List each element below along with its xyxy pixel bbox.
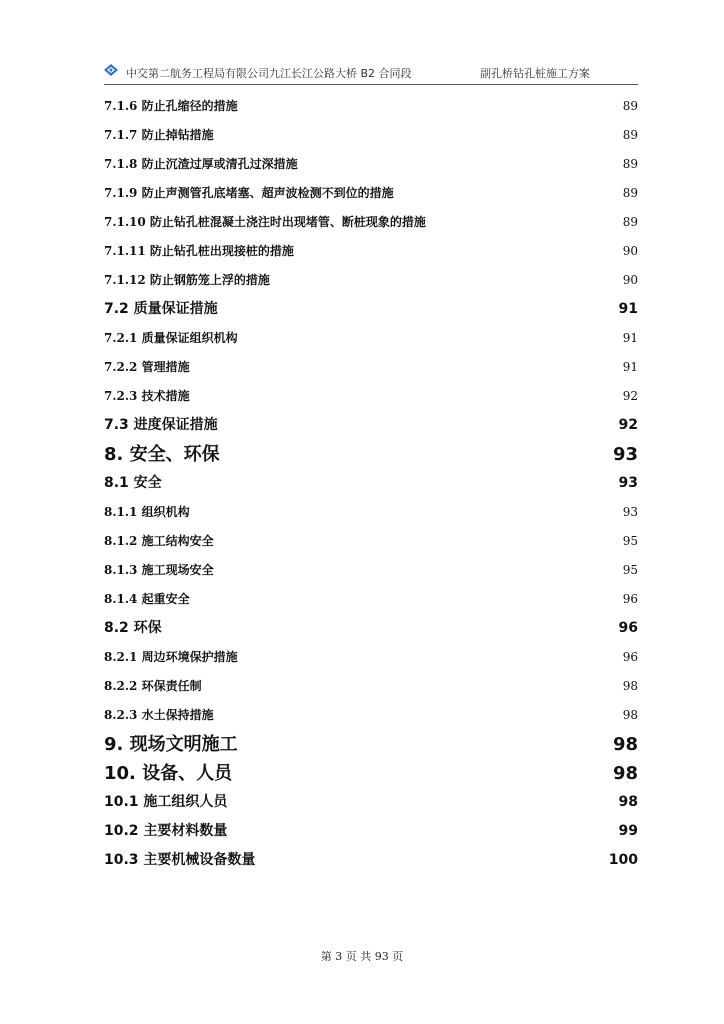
toc-entry[interactable] [104, 411, 638, 440]
toc-entry[interactable] [104, 150, 638, 179]
toc-entry-title: 7.2.3 技术措施 [104, 389, 190, 403]
toc-entry-title: 7.2.2 管理措施 [104, 360, 190, 374]
toc-entry[interactable] [104, 759, 638, 788]
toc-entry-page: 96 [622, 650, 638, 664]
toc-entry[interactable] [104, 121, 638, 150]
toc-entry-title: 10.2 主要材料数量 [104, 823, 228, 839]
toc-entry[interactable] [104, 701, 638, 730]
toc-entry[interactable] [104, 730, 638, 759]
toc-entry-page: 95 [622, 563, 638, 577]
toc-entry-title: 7.1.11 防止钻孔桩出现接桩的措施 [104, 244, 294, 258]
toc-entry[interactable] [104, 440, 638, 469]
toc-entry-page: 98 [612, 734, 638, 755]
toc-entry-title: 7.1.12 防止钢筋笼上浮的措施 [104, 273, 270, 287]
toc-entry[interactable] [104, 788, 638, 817]
toc-entry[interactable] [104, 324, 638, 353]
toc-entry[interactable] [104, 92, 638, 121]
toc-entry-title: 10.1 施工组织人员 [104, 794, 228, 810]
toc-entry-page: 98 [622, 679, 638, 693]
page-header [104, 62, 638, 85]
toc-entry-page: 98 [612, 763, 638, 784]
toc-entry-title: 8.1.3 施工现场安全 [104, 563, 214, 577]
toc-entry-title: 7.1.10 防止钻孔桩混凝土浇注时出现堵管、断桩现象的措施 [104, 215, 426, 229]
toc-entry-page: 93 [618, 475, 638, 491]
toc-entry-title: 8.1.2 施工结构安全 [104, 534, 214, 548]
toc-entry[interactable] [104, 208, 638, 237]
toc-entry-title: 10. 设备、人员 [104, 763, 233, 784]
toc-entry[interactable] [104, 817, 638, 846]
toc-entry-title: 7.2 质量保证措施 [104, 301, 218, 317]
toc-entry-title: 7.1.8 防止沉渣过厚或清孔过深措施 [104, 157, 298, 171]
toc-entry-title: 7.1.7 防止掉钻措施 [104, 128, 214, 142]
toc-entry-title: 7.1.9 防止声测管孔底堵塞、超声波检测不到位的措施 [104, 186, 394, 200]
page-footer: 第 3 页 共 93 页 [320, 950, 404, 963]
toc-entry-title: 8.2.1 周边环境保护措施 [104, 650, 238, 664]
toc-entry-page: 96 [622, 592, 638, 606]
toc-entry-title: 7.3 进度保证措施 [104, 417, 218, 433]
toc-entry[interactable] [104, 643, 638, 672]
toc-entry-title: 8.1 安全 [104, 475, 162, 491]
toc-entry[interactable] [104, 672, 638, 701]
toc-entry-page: 90 [622, 244, 638, 258]
toc-entry-page: 95 [622, 534, 638, 548]
toc-entry-page: 90 [622, 273, 638, 287]
toc-entry[interactable] [104, 846, 638, 875]
toc-entry-page: 89 [622, 128, 638, 142]
toc-entry-page: 98 [622, 708, 638, 722]
toc-entry[interactable] [104, 295, 638, 324]
toc-entry-page: 93 [612, 444, 638, 465]
toc-entry-page: 98 [618, 794, 638, 810]
toc-entry-page: 89 [622, 99, 638, 113]
toc-entry[interactable] [104, 266, 638, 295]
table-of-contents [104, 92, 638, 875]
toc-entry-title: 8.1.1 组织机构 [104, 505, 190, 519]
toc-entry[interactable] [104, 614, 638, 643]
toc-entry[interactable] [104, 469, 638, 498]
header-project-title: 副孔桥钻孔桩施工方案 [480, 67, 590, 80]
toc-entry[interactable] [104, 527, 638, 556]
toc-entry-title: 8. 安全、环保 [104, 444, 220, 465]
header-company: 中交第二航务工程局有限公司九江长江公路大桥 B2 合同段 [126, 67, 412, 80]
toc-entry-page: 96 [618, 620, 638, 636]
toc-entry-title: 8.2.2 环保责任制 [104, 679, 202, 693]
toc-entry[interactable] [104, 237, 638, 266]
toc-entry-page: 89 [622, 215, 638, 229]
toc-entry-title: 10.3 主要机械设备数量 [104, 852, 256, 868]
toc-entry-page: 91 [622, 360, 638, 374]
toc-entry-title: 8.2.3 水土保持措施 [104, 708, 214, 722]
toc-entry-title: 7.1.6 防止孔缩径的措施 [104, 99, 238, 113]
toc-entry-title: 7.2.1 质量保证组织机构 [104, 331, 238, 345]
toc-entry-page: 93 [622, 505, 638, 519]
toc-entry-page: 92 [622, 389, 638, 403]
toc-entry[interactable] [104, 498, 638, 527]
toc-entry[interactable] [104, 179, 638, 208]
toc-entry-page: 89 [622, 157, 638, 171]
toc-entry-page: 92 [618, 417, 638, 433]
toc-entry[interactable] [104, 353, 638, 382]
toc-entry-page: 99 [618, 823, 638, 839]
company-logo-icon [104, 64, 118, 76]
toc-entry-page: 100 [608, 852, 638, 868]
toc-entry-title: 9. 现场文明施工 [104, 734, 238, 755]
toc-entry-title: 8.2 环保 [104, 620, 162, 636]
toc-entry-page: 91 [622, 331, 638, 345]
toc-entry[interactable] [104, 585, 638, 614]
toc-entry-page: 89 [622, 186, 638, 200]
toc-entry[interactable] [104, 382, 638, 411]
toc-entry[interactable] [104, 556, 638, 585]
toc-entry-title: 8.1.4 起重安全 [104, 592, 190, 606]
toc-entry-page: 91 [618, 301, 638, 317]
